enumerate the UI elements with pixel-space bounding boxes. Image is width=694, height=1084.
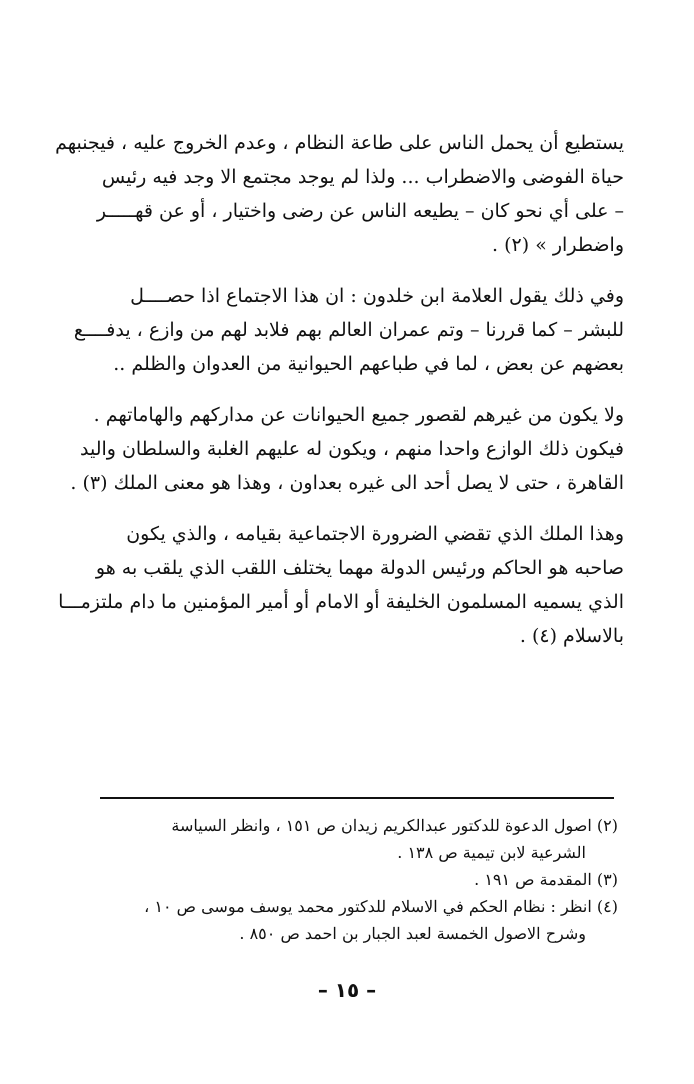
paragraph-3 bbox=[70, 398, 624, 500]
text-line: الذي يسميه المسلمون الخليفة أو الامام أو أمير المؤمنين ما دام ملتزمـــا bbox=[58, 591, 624, 613]
footnote-divider bbox=[100, 797, 614, 799]
text-line: بعضهم عن بعض ، لما في طباعهم الحيوانية من العدوان والظلم .. bbox=[113, 353, 624, 375]
page-number: – ١٥ – bbox=[317, 978, 377, 1002]
text-line: صاحبه هو الحاكم ورئيس الدولة مهما يختلف اللقب الذي يلقب به هو bbox=[95, 557, 624, 579]
paragraph-1 bbox=[55, 126, 624, 262]
footnote-line: الشرعية لابن تيمية ص ١٣٨ . bbox=[397, 843, 586, 862]
text-line: القاهرة ، حتى لا يصل أحد الى غيره بعداون ، وهذا هو معنى الملك (٣) . bbox=[70, 472, 624, 494]
text-line: يستطيع أن يحمل الناس على طاعة النظام ، وعدم الخروج عليه ، فيجنبهم bbox=[55, 132, 624, 154]
text-line: حياة الفوضى والاضطراب ... ولذا لم يوجد مجتمع الا وجد فيه رئيس bbox=[101, 166, 624, 188]
footnote-line: وشرح الاصول الخمسة لعبد الجبار بن احمد ص ٨٥٠ . bbox=[239, 924, 586, 943]
footnote-4 bbox=[96, 893, 618, 947]
text-line: ولا يكون من غيرهم لقصور جميع الحيوانات عن مداركهم والهاماتهم . bbox=[93, 404, 624, 426]
main-text bbox=[55, 126, 624, 670]
text-line: – على أي نحو كان – يطيعه الناس عن رضى واختيار ، أو عن قهـــــر bbox=[96, 200, 624, 222]
footnote-line: (٣) المقدمة ص ١٩١ . bbox=[474, 870, 618, 889]
text-line: بالاسلام (٤) . bbox=[519, 625, 624, 647]
text-line: للبشر – كما قررنا – وتم عمران العالم بهم فلابد لهم من وازع ، يدفــــع bbox=[73, 319, 624, 341]
text-line: وفي ذلك يقول العلامة ابن خلدون : ان هذا الاجتماع اذا حصــــل bbox=[130, 285, 624, 307]
paragraph-4 bbox=[58, 517, 624, 653]
footnote-2 bbox=[96, 812, 618, 866]
footnote-3 bbox=[96, 866, 618, 893]
footnote-line: (٤) انظر : نظام الحكم في الاسلام للدكتور محمد يوسف موسى ص ١٠ ، bbox=[144, 897, 618, 916]
text-line: واضطرار » (٢) . bbox=[492, 234, 624, 256]
text-line: فيكون ذلك الوازع واحدا منهم ، ويكون له عليهم الغلبة والسلطان واليد bbox=[79, 438, 624, 460]
paragraph-2 bbox=[73, 279, 624, 381]
footnotes bbox=[96, 812, 618, 947]
text-line: وهذا الملك الذي تقضي الضرورة الاجتماعية بقيامه ، والذي يكون bbox=[126, 523, 624, 545]
footnote-line: (٢) اصول الدعوة للدكتور عبدالكريم زيدان ص ١٥١ ، وانظر السياسة bbox=[171, 816, 618, 835]
